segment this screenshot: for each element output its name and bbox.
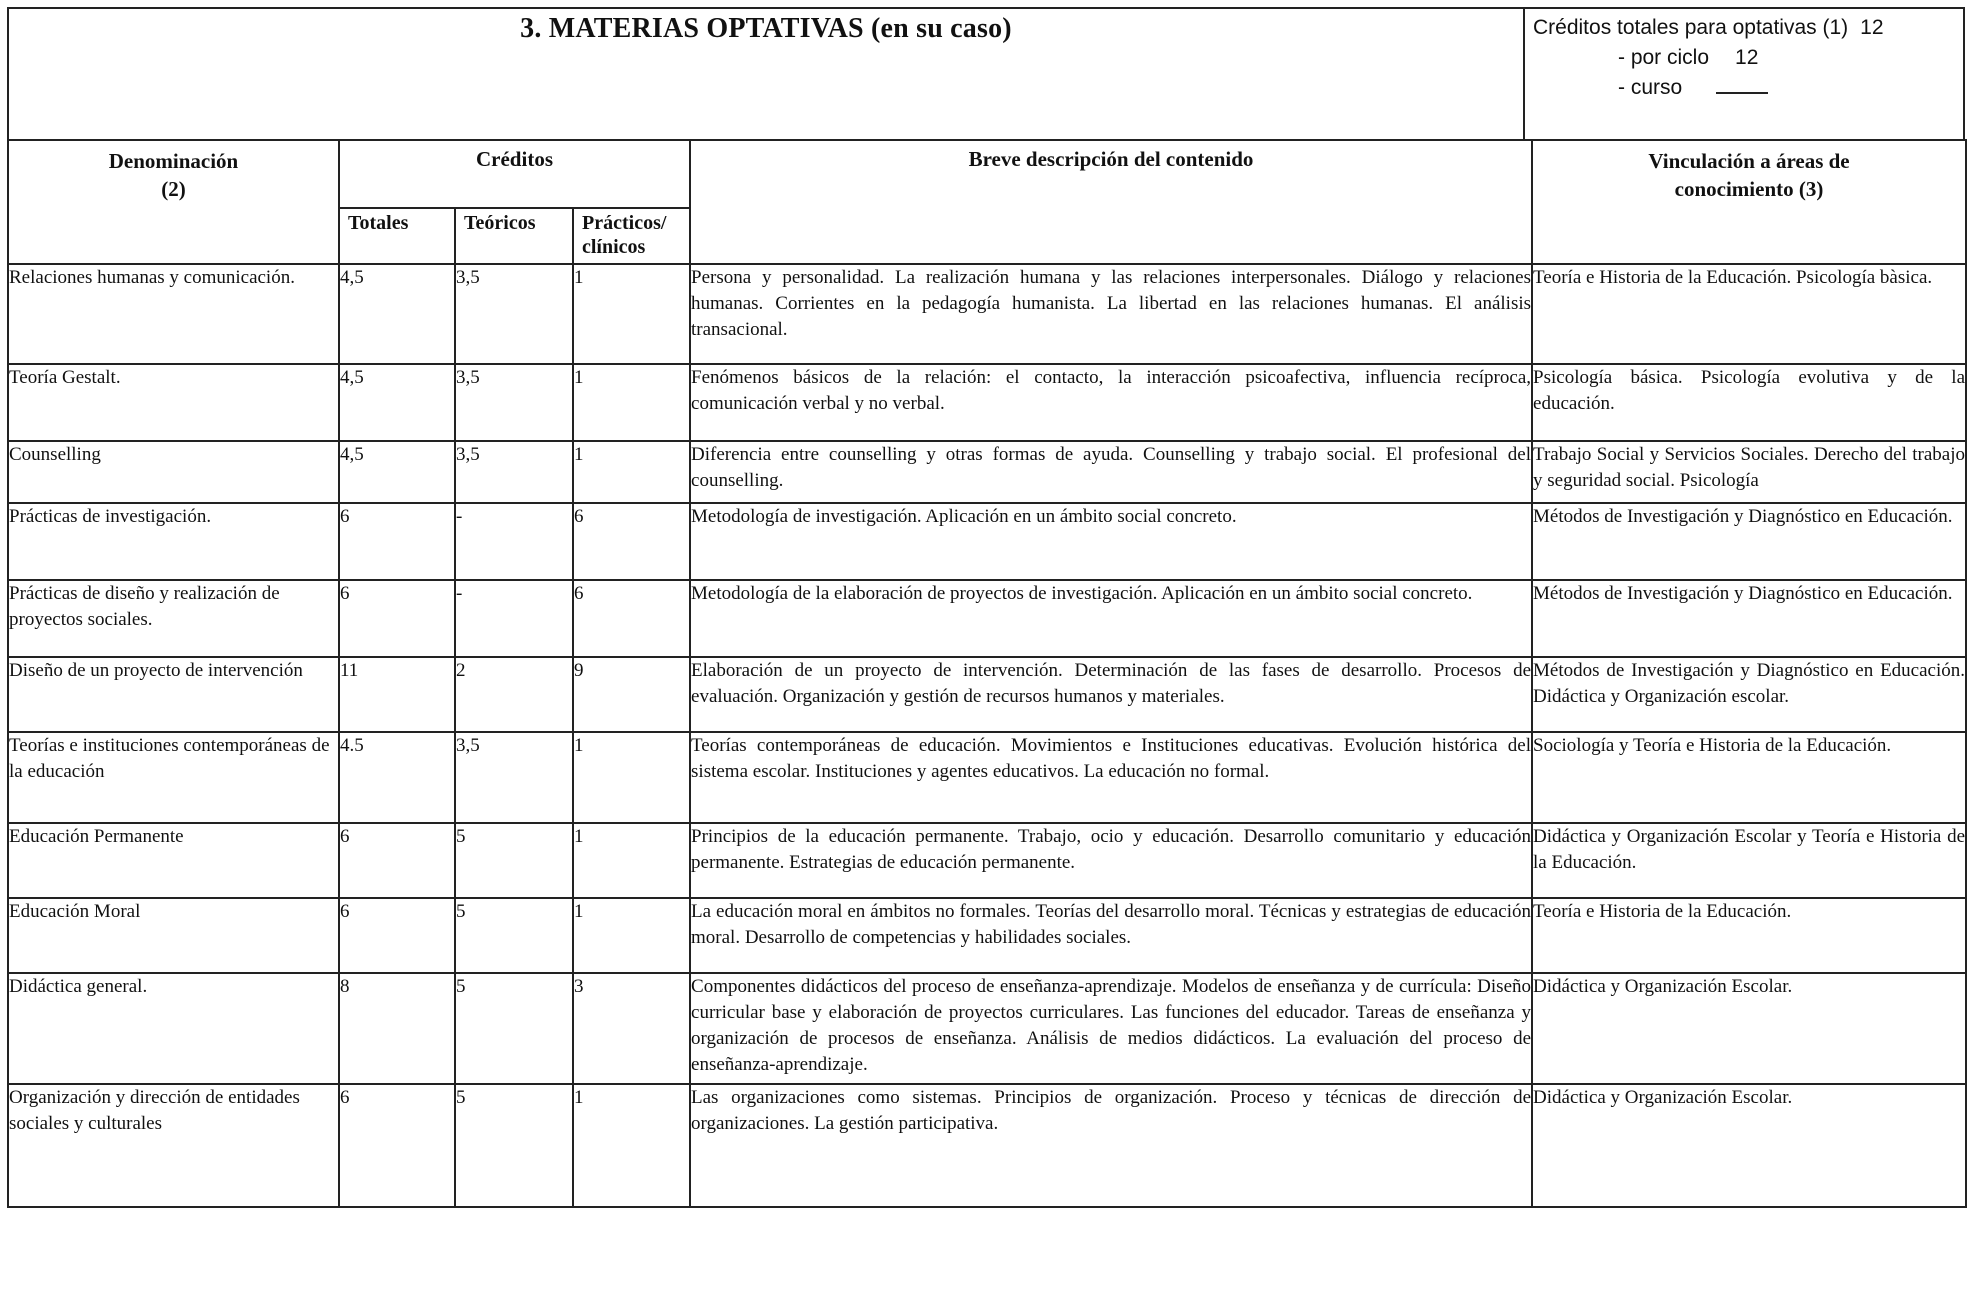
teoricos-cell: 3,5	[455, 732, 573, 823]
credits-summary	[1533, 13, 1884, 103]
totales-cell: 8	[339, 973, 455, 1084]
denominacion-cell: Educación Permanente	[8, 823, 339, 898]
teoricos-cell: 5	[455, 898, 573, 973]
denominacion-cell: Teoría Gestalt.	[8, 364, 339, 441]
denominacion-cell: Organización y dirección de entidades sociales y culturales	[8, 1084, 339, 1207]
vinculacion-cell: Didáctica y Organización Escolar y Teoría e Historia de la Educación.	[1532, 823, 1966, 898]
teoricos-cell: 3,5	[455, 264, 573, 364]
practicos-cell: 1	[573, 264, 690, 364]
teoricos-cell: -	[455, 503, 573, 580]
practicos-cell: 1	[573, 1084, 690, 1207]
descripcion-cell: Diferencia entre counselling y otras formas de ayuda. Counselling y trabajo social. El profesional del counselling.	[690, 441, 1532, 503]
descripcion-cell: Fenómenos básicos de la relación: el contacto, la interacción psicoafectiva, influencia recíproca, comunicación verbal y no verbal.	[690, 364, 1532, 441]
vinculacion-cell: Métodos de Investigación y Diagnóstico en Educación.	[1532, 503, 1966, 580]
descripcion-cell: Elaboración de un proyecto de intervención. Determinación de las fases de desarrollo. Procesos de evaluación. Organización y gestión de recursos humanos y materiales.	[690, 657, 1532, 732]
table-row	[8, 580, 1966, 657]
totales-cell: 4,5	[339, 364, 455, 441]
denominacion-cell: Relaciones humanas y comunicación.	[8, 264, 339, 364]
curso-label: - curso	[1618, 76, 1683, 99]
teoricos-cell: 2	[455, 657, 573, 732]
table-row	[8, 973, 1966, 1084]
table-row	[8, 441, 1966, 503]
descripcion-cell: Las organizaciones como sistemas. Principios de organización. Proceso y técnicas de dirección de organizaciones. La gestión participativa.	[690, 1084, 1532, 1207]
section-header	[7, 7, 1965, 139]
table-row	[8, 732, 1966, 823]
table-body	[8, 264, 1966, 1207]
col-vinculacion-label: Vinculación a áreas de	[1648, 149, 1850, 173]
totales-cell: 4,5	[339, 441, 455, 503]
col-descripcion: Breve descripción del contenido	[690, 140, 1532, 264]
practicos-cell: 1	[573, 732, 690, 823]
col-denominacion	[8, 140, 339, 264]
header-divider	[1523, 9, 1525, 139]
ciclo-label: - por ciclo	[1618, 46, 1710, 69]
table-row	[8, 1084, 1966, 1207]
ciclo-value: 12	[1735, 46, 1759, 69]
curso-blank	[1716, 74, 1768, 94]
vinculacion-cell: Teoría e Historia de la Educación.	[1532, 898, 1966, 973]
total-credits-label: Créditos totales para optativas (1)	[1533, 16, 1849, 39]
denominacion-cell: Prácticas de investigación.	[8, 503, 339, 580]
teoricos-cell: 5	[455, 823, 573, 898]
descripcion-cell: Metodología de la elaboración de proyectos de investigación. Aplicación en un ámbito social concreto.	[690, 580, 1532, 657]
denominacion-cell: Teorías e instituciones contemporáneas de la educación	[8, 732, 339, 823]
vinculacion-cell: Métodos de Investigación y Diagnóstico en Educación.	[1532, 580, 1966, 657]
practicos-cell: 1	[573, 441, 690, 503]
vinculacion-cell: Teoría e Historia de la Educación. Psicología bàsica.	[1532, 264, 1966, 364]
teoricos-cell: 5	[455, 1084, 573, 1207]
total-credits-value: 12	[1860, 16, 1884, 39]
descripcion-cell: Metodología de investigación. Aplicación en un ámbito social concreto.	[690, 503, 1532, 580]
practicos-cell: 9	[573, 657, 690, 732]
col-denominacion-label: Denominación	[108, 149, 239, 173]
descripcion-cell: Teorías contemporáneas de educación. Movimientos e Instituciones educativas. Evolución histórica del sistema escolar. Instituciones y agentes educativos. La educación no formal.	[690, 732, 1532, 823]
teoricos-cell: -	[455, 580, 573, 657]
col-vinculacion	[1532, 140, 1966, 264]
table-row	[8, 898, 1966, 973]
descripcion-cell: Persona y personalidad. La realización humana y las relaciones interpersonales. Diálogo y relaciones humanas. Corrientes en la pedagogía humanista. La libertad en las relaciones humanas. El análisis transacional.	[690, 264, 1532, 364]
denominacion-cell: Didáctica general.	[8, 973, 339, 1084]
vinculacion-cell: Trabajo Social y Servicios Sociales. Derecho del trabajo y seguridad social. Psicología	[1532, 441, 1966, 503]
document	[7, 7, 1965, 1208]
totales-cell: 6	[339, 898, 455, 973]
col-creditos: Créditos	[339, 140, 690, 208]
teoricos-cell: 3,5	[455, 441, 573, 503]
totales-cell: 4.5	[339, 732, 455, 823]
vinculacion-cell: Sociología y Teoría e Historia de la Educación.	[1532, 732, 1966, 823]
practicos-cell: 1	[573, 898, 690, 973]
col-practicos: Prácticos/ clínicos	[573, 208, 690, 264]
col-totales: Totales	[339, 208, 455, 264]
teoricos-cell: 5	[455, 973, 573, 1084]
totales-cell: 6	[339, 823, 455, 898]
optativas-table	[7, 139, 1967, 1208]
vinculacion-cell: Didáctica y Organización Escolar.	[1532, 1084, 1966, 1207]
denominacion-cell: Diseño de un proyecto de intervención	[8, 657, 339, 732]
totales-cell: 6	[339, 503, 455, 580]
vinculacion-cell: Didáctica y Organización Escolar.	[1532, 973, 1966, 1084]
practicos-cell: 1	[573, 823, 690, 898]
col-teoricos: Teóricos	[455, 208, 573, 264]
denominacion-cell: Counselling	[8, 441, 339, 503]
vinculacion-cell: Métodos de Investigación y Diagnóstico en Educación. Didáctica y Organización escolar.	[1532, 657, 1966, 732]
table-row	[8, 364, 1966, 441]
practicos-cell: 6	[573, 580, 690, 657]
totales-cell: 4,5	[339, 264, 455, 364]
practicos-cell: 1	[573, 364, 690, 441]
vinculacion-cell: Psicología básica. Psicología evolutiva y de la educación.	[1532, 364, 1966, 441]
totales-cell: 6	[339, 1084, 455, 1207]
denominacion-cell: Prácticas de diseño y realización de proyectos sociales.	[8, 580, 339, 657]
section-title: 3. MATERIAS OPTATIVAS (en su caso)	[520, 13, 1012, 44]
practicos-cell: 3	[573, 973, 690, 1084]
denominacion-cell: Educación Moral	[8, 898, 339, 973]
table-row	[8, 657, 1966, 732]
table-row	[8, 264, 1966, 364]
table-row	[8, 823, 1966, 898]
table-row	[8, 503, 1966, 580]
totales-cell: 6	[339, 580, 455, 657]
col-denominacion-note: (2)	[161, 177, 186, 201]
descripcion-cell: La educación moral en ámbitos no formales. Teorías del desarrollo moral. Técnicas y estrategias de educación moral. Desarrollo de competencias y habilidades sociales.	[690, 898, 1532, 973]
teoricos-cell: 3,5	[455, 364, 573, 441]
descripcion-cell: Principios de la educación permanente. Trabajo, ocio y educación. Desarrollo comunitario y educación permanente. Estrategias de educación permanente.	[690, 823, 1532, 898]
col-vinculacion-label-2: conocimiento (3)	[1674, 177, 1824, 201]
totales-cell: 11	[339, 657, 455, 732]
descripcion-cell: Componentes didácticos del proceso de enseñanza-aprendizaje. Modelos de enseñanza y de currícula: Diseño curricular base y elaboración de proyectos curriculares. Las funciones del educador. Tareas de enseñanza y organización de procesos de enseñanza. Análisis de medios didácticos. La evaluación del proceso de enseñanza-aprendizaje.	[690, 973, 1532, 1084]
practicos-cell: 6	[573, 503, 690, 580]
